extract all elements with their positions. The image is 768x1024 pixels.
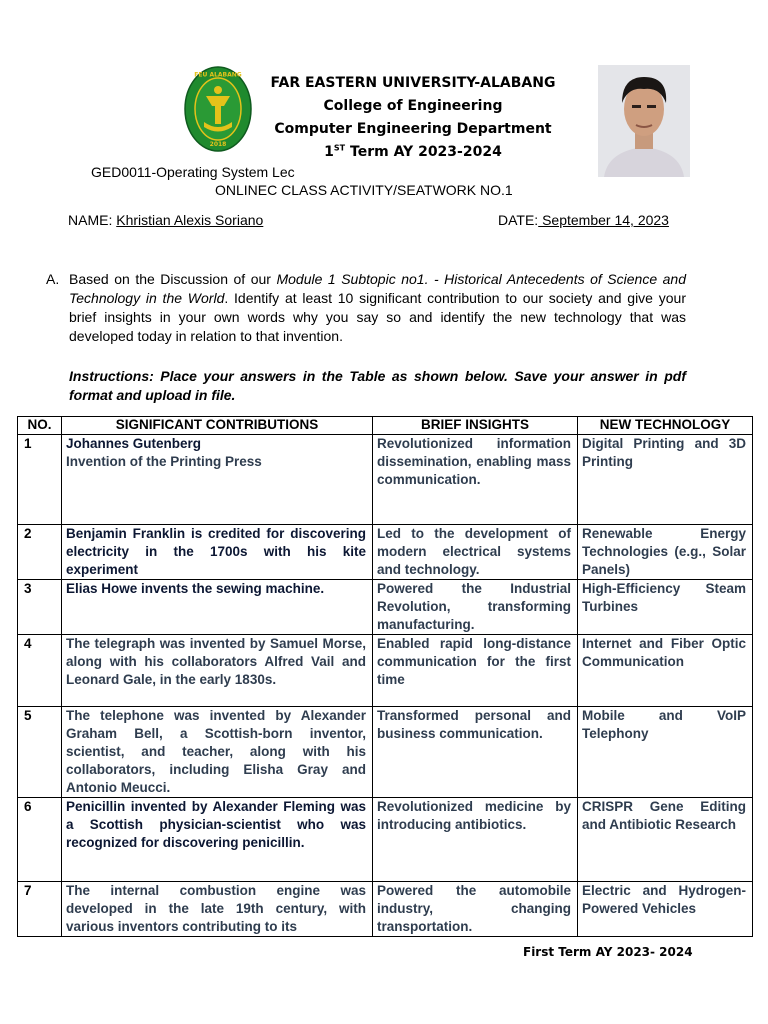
row-contribution: The telephone was invented by Alexander Graham Bell, a Scottish-born inventor, scientist, and teacher, along with his collaborators, including Elisha Gray and Antonio Meucci. bbox=[62, 707, 373, 798]
row-technology: High-Efficiency Steam Turbines bbox=[578, 580, 753, 635]
header-no: NO. bbox=[18, 417, 62, 435]
university-logo bbox=[184, 66, 252, 152]
table-header-row bbox=[18, 417, 753, 435]
row-technology: Electric and Hydrogen-Powered Vehicles bbox=[578, 882, 753, 937]
section-a-text-1: Based on the Discussion of our bbox=[69, 271, 277, 287]
date-label: DATE: bbox=[498, 212, 539, 228]
department-name: Computer Engineering Department bbox=[274, 121, 552, 137]
term-ordinal: 1 bbox=[324, 144, 334, 160]
row-technology: Digital Printing and 3D Printing bbox=[578, 435, 753, 525]
row-technology: CRISPR Gene Editing and Antibiotic Research bbox=[578, 798, 753, 882]
page-footer: First Term AY 2023- 2024 bbox=[523, 945, 693, 959]
table-row bbox=[18, 882, 753, 937]
row-insight: Transformed personal and business communication. bbox=[373, 707, 578, 798]
row-no: 3 bbox=[18, 580, 62, 635]
row-contribution: The telegraph was invented by Samuel Morse, along with his collaborators Alfred Vail and Leonard Gale, in the early 1830s. bbox=[62, 635, 373, 707]
contributions-table bbox=[17, 416, 753, 937]
instructions: Instructions: Place your answers in the Table as shown below. Save your answer in pdf format and upload in file. bbox=[69, 368, 686, 403]
row-contribution: Elias Howe invents the sewing machine. bbox=[62, 580, 373, 635]
date-value: September 14, 2023 bbox=[538, 212, 669, 228]
name-value: Khristian Alexis Soriano bbox=[116, 212, 264, 228]
college-name: College of Engineering bbox=[323, 98, 503, 114]
row-technology: Internet and Fiber Optic Communication bbox=[578, 635, 753, 707]
term-rest: Term AY 2023-2024 bbox=[345, 144, 502, 160]
name-label: NAME: bbox=[68, 212, 117, 228]
contribution-line-1: Johannes Gutenberg bbox=[66, 436, 202, 451]
row-technology: Renewable Energy Technologies (e.g., Solar Panels) bbox=[578, 525, 753, 580]
table-row bbox=[18, 707, 753, 798]
table-row bbox=[18, 525, 753, 580]
header-contributions: SIGNIFICANT CONTRIBUTIONS bbox=[62, 417, 373, 435]
section-a-module: Module 1 Subtopic no1. - Historical Antecedents of Science and Technology in the World bbox=[69, 271, 686, 306]
section-a-paragraph bbox=[46, 270, 686, 346]
row-no: 1 bbox=[18, 435, 62, 525]
header-new-technology: NEW TECHNOLOGY bbox=[578, 417, 753, 435]
logo-year: 2018 bbox=[209, 141, 227, 148]
table-row bbox=[18, 435, 753, 525]
student-photo bbox=[598, 65, 690, 177]
course-title: GED0011-Operating System Lec bbox=[91, 164, 295, 180]
row-insight: Enabled rapid long-distance communication for the first time bbox=[373, 635, 578, 707]
table-row bbox=[18, 580, 753, 635]
row-no: 5 bbox=[18, 707, 62, 798]
activity-title: ONLINEC CLASS ACTIVITY/SEATWORK NO.1 bbox=[215, 182, 513, 198]
logo-text: FEU ALABANG bbox=[194, 71, 242, 79]
section-a-label: A. bbox=[46, 271, 60, 287]
university-name: FAR EASTERN UNIVERSITY-ALABANG bbox=[270, 75, 556, 91]
row-insight: Powered the Industrial Revolution, transforming manufacturing. bbox=[373, 580, 578, 635]
row-contribution: Benjamin Franklin is credited for discovering electricity in the 1700s with his kite experiment bbox=[62, 525, 373, 580]
row-no: 6 bbox=[18, 798, 62, 882]
header-insights: BRIEF INSIGHTS bbox=[373, 417, 578, 435]
section-a-text-3: . Identify at least 10 significant contribution to our society and give your brief insights in your own words why you say so and identify the new technology that was developed today in relation to that invention. bbox=[69, 290, 686, 344]
row-no: 4 bbox=[18, 635, 62, 707]
table-row bbox=[18, 798, 753, 882]
term-superscript: ST bbox=[333, 143, 346, 153]
row-contribution bbox=[62, 435, 373, 525]
row-insight: Powered the automobile industry, changing transportation. bbox=[373, 882, 578, 937]
name-row bbox=[68, 212, 263, 228]
contribution-line-2: Invention of the Printing Press bbox=[66, 454, 262, 469]
table-row bbox=[18, 635, 753, 707]
row-contribution: Penicillin invented by Alexander Fleming was a Scottish physician-scientist who was recognized for discovering penicillin. bbox=[62, 798, 373, 882]
row-contribution: The internal combustion engine was developed in the late 19th century, with various inventors contributing to its bbox=[62, 882, 373, 937]
term-line bbox=[258, 141, 568, 164]
section-a-text bbox=[69, 270, 686, 346]
document-header bbox=[258, 72, 568, 164]
row-insight: Led to the development of modern electrical systems and technology. bbox=[373, 525, 578, 580]
row-no: 2 bbox=[18, 525, 62, 580]
date-row bbox=[498, 212, 669, 228]
row-insight: Revolutionized medicine by introducing antibiotics. bbox=[373, 798, 578, 882]
row-no: 7 bbox=[18, 882, 62, 937]
row-insight: Revolutionized information dissemination, enabling mass communication. bbox=[373, 435, 578, 525]
row-technology: Mobile and VoIP Telephony bbox=[578, 707, 753, 798]
